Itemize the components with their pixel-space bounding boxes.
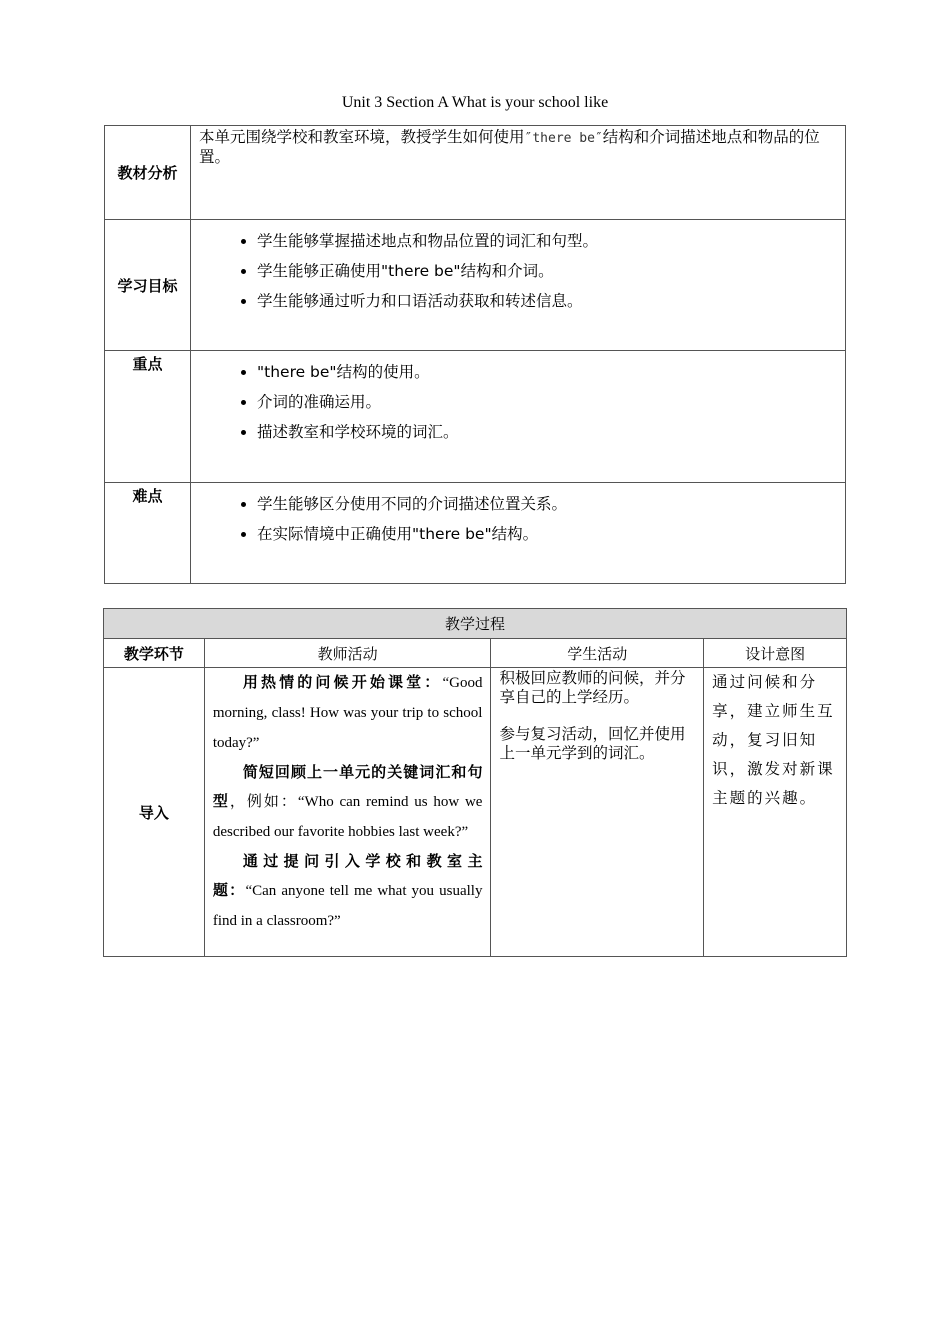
materials-label: 教材分析 (105, 126, 191, 220)
teacher-activity (204, 668, 491, 957)
list-item: • 描述教室和学校环境的词汇。 (257, 417, 845, 447)
goals-cell (191, 220, 846, 351)
list-item: • 学生能够区分使用不同的介词描述位置关系。 (257, 489, 845, 519)
teacher-step: 用热情的问候开始课堂：“Good morning, class! How was your trip to school today?” (212, 673, 483, 751)
materials-text: 本单元围绕学校和教室环境，教授学生如何使用″there be″结构和介词描述地点和物品的位置。 (199, 128, 820, 166)
design-intent: 通过问候和分享，建立师生互动，复习旧知识，激发对新课主题的兴趣。 (704, 668, 847, 957)
column-header-stage: 教学环节 (104, 639, 205, 668)
student-step: 积极回应教师的问候，并分享自己的上学经历。 (499, 669, 686, 706)
difficulties-label: 难点 (105, 483, 191, 584)
goals-label: 学习目标 (105, 220, 191, 351)
list-item: • "there be"结构的使用。 (257, 357, 845, 387)
column-header-teacher: 教师活动 (204, 639, 491, 668)
process-header: 教学过程 (104, 609, 847, 639)
student-activity (491, 668, 704, 957)
keypoints-cell (191, 351, 846, 483)
list-item: • 在实际情境中正确使用"there be"结构。 (257, 519, 845, 549)
teacher-step: 简短回顾上一单元的关键词汇和句型，例如：“Who can remind us how we described our favorite hobbies last week?” (212, 763, 483, 840)
difficulties-cell (191, 483, 846, 584)
column-header-intent: 设计意图 (704, 639, 847, 668)
document-title: Unit 3 Section A What is your school like (341, 94, 609, 111)
materials-cell (191, 126, 846, 220)
stage-label: 导入 (104, 668, 205, 957)
goals-list (191, 220, 845, 316)
keypoints-list (191, 351, 845, 447)
difficulties-list (191, 483, 845, 549)
overview-table (104, 125, 846, 584)
keypoints-label: 重点 (105, 351, 191, 483)
process-table (103, 608, 847, 957)
list-item: • 学生能够掌握描述地点和物品位置的词汇和句型。 (257, 226, 845, 256)
student-step: 参与复习活动，回忆并使用上一单元学到的词汇。 (499, 725, 686, 762)
list-item: • 学生能够通过听力和口语活动获取和转述信息。 (257, 286, 845, 316)
teacher-step: 通过提问引入学校和教室主题：“Can anyone tell me what you usually find in a classroom?” (212, 852, 483, 929)
list-item: • 介词的准确运用。 (257, 387, 845, 417)
list-item: • 学生能够正确使用"there be"结构和介词。 (257, 256, 845, 286)
column-header-student: 学生活动 (491, 639, 704, 668)
